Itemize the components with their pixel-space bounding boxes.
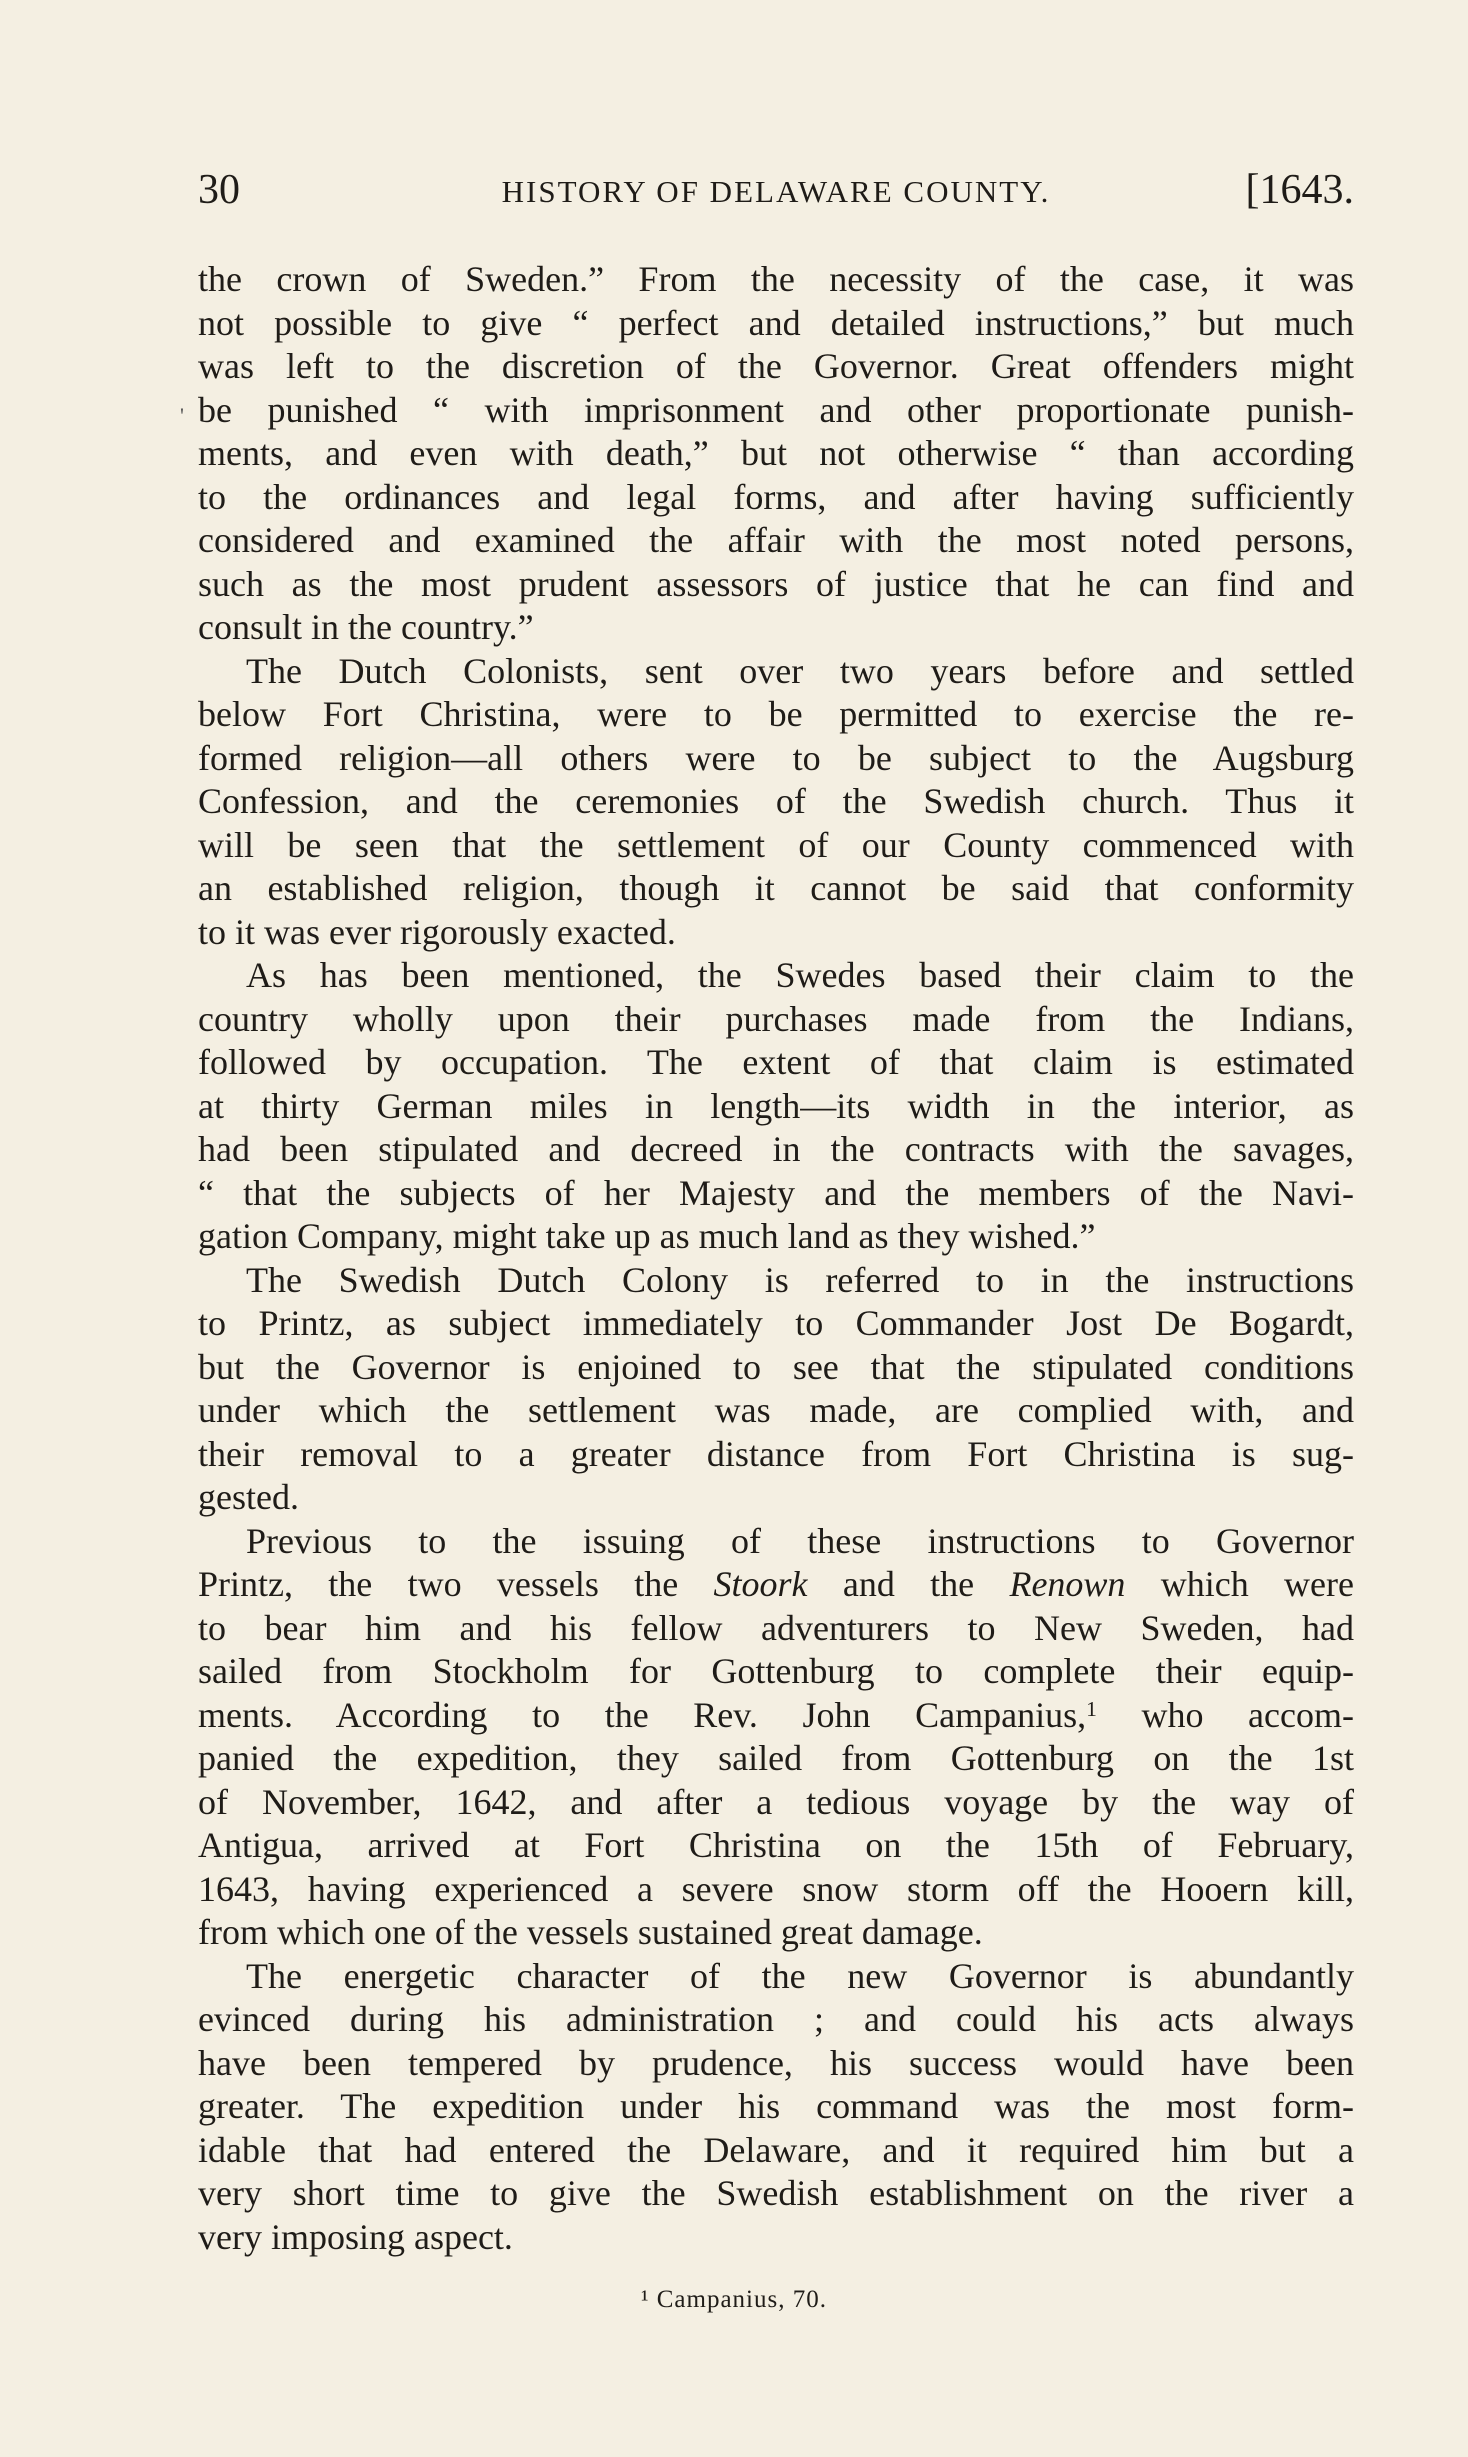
text-line: such as the most prudent assessors of justice that he can find and: [198, 563, 1354, 604]
text-line: ments. According to the Rev. John Campanius,$^1$ who accom-: [198, 1694, 1354, 1735]
text-line: at thirty German miles in length—its width in the interior, as: [198, 1085, 1354, 1126]
text-line: gested.: [198, 1477, 299, 1517]
ship-name: Stoork: [713, 1564, 808, 1604]
text-line: sailed from Stockholm for Gottenburg to complete their equip-: [198, 1651, 1354, 1691]
text-line: The Dutch Colonists, sent over two years before and settled: [246, 650, 1354, 691]
text-line: of November, 1642, and after a tedious voyage by the way of: [198, 1781, 1354, 1822]
page-number: 30: [198, 167, 240, 213]
body-text: [198, 258, 1354, 2259]
text-line: followed by occupation. The extent of that claim is estimated: [198, 1042, 1354, 1082]
text-line: was left to the discretion of the Governor. Great offenders might: [198, 346, 1354, 386]
text-line: ments, and even with death,” but not otherwise “ than according: [198, 433, 1354, 473]
running-title: HISTORY OF DELAWARE COUNTY.: [501, 174, 1051, 209]
text-line: country wholly upon their purchases made from the Indians,: [198, 998, 1354, 1039]
text-line: greater. The expedition under his command was the most form-: [198, 2086, 1354, 2126]
text-line: be punished “ with imprisonment and other proportionate punish-: [198, 389, 1354, 430]
page-header: [198, 166, 1354, 226]
text-line: to bear him and his fellow adventurers to New Sweden, had: [198, 1607, 1354, 1648]
text-line: Confession, and the ceremonies of the Swedish church. Thus it: [198, 781, 1354, 821]
text-line: not possible to give “ perfect and detailed instructions,” but much: [198, 302, 1354, 343]
text-line: consult in the country.”: [198, 607, 534, 647]
text-line: “ that the subjects of her Majesty and the members of the Navi-: [198, 1172, 1354, 1213]
text-line: As has been mentioned, the Swedes based their claim to the: [246, 955, 1354, 995]
text-line: very short time to give the Swedish establishment on the river a: [198, 2173, 1354, 2213]
text-line: Previous to the issuing of these instructions to Governor: [246, 1520, 1354, 1561]
text-line: evinced during his administration ; and could his acts always: [198, 1999, 1354, 2039]
text-line: below Fort Christina, were to be permitted to exercise the re-: [198, 694, 1354, 734]
text-line: to Printz, as subject immediately to Commander Jost De Bogardt,: [198, 1303, 1354, 1343]
text-line: will be seen that the settlement of our County commenced with: [198, 824, 1354, 865]
text-line: have been tempered by prudence, his success would have been: [198, 2042, 1354, 2083]
text-line: formed religion—all others were to be subject to the Augsburg: [198, 737, 1354, 778]
footnote: ¹ Campanius, 70.: [641, 2286, 827, 2313]
text-line: panied the expedition, they sailed from Gottenburg on the 1st: [198, 1738, 1354, 1778]
text-line: very imposing aspect.: [198, 2216, 513, 2257]
margin-mark: ': [180, 403, 184, 428]
text-line: but the Governor is enjoined to see that the stipulated conditions: [198, 1346, 1354, 1387]
text-line: 1643, having experienced a severe snow storm off the Hooern kill,: [198, 1868, 1354, 1909]
text-line: considered and examined the affair with the most noted persons,: [198, 520, 1354, 560]
header-year: [1643.: [1245, 167, 1354, 213]
text-line: Printz, the two vessels the Stoork and the Renown which were: [198, 1564, 1354, 1604]
text-line: to the ordinances and legal forms, and after having sufficiently: [198, 476, 1354, 517]
text-line: The Swedish Dutch Colony is referred to in the instructions: [246, 1259, 1354, 1300]
ship-name: Renown: [1009, 1564, 1126, 1604]
text-line: their removal to a greater distance from Fort Christina is sug-: [198, 1433, 1354, 1474]
footnote-ref: 1: [1086, 1696, 1097, 1721]
text-line: an established religion, though it cannot be said that conformity: [198, 868, 1354, 908]
text-line: Antigua, arrived at Fort Christina on the 15th of February,: [198, 1825, 1354, 1865]
text-line: from which one of the vessels sustained great damage.: [198, 1912, 983, 1952]
text-line: The energetic character of the new Governor is abundantly: [246, 1955, 1354, 1996]
text-line: under which the settlement was made, are complied with, and: [198, 1390, 1354, 1430]
text-line: the crown of Sweden.” From the necessity of the case, it was: [198, 259, 1354, 299]
text-line: had been stipulated and decreed in the contracts with the savages,: [198, 1129, 1354, 1169]
text-line: to it was ever rigorously exacted.: [198, 911, 676, 952]
text-line: idable that had entered the Delaware, and it required him but a: [198, 2129, 1354, 2170]
text-line: gation Company, might take up as much land as they wished.”: [198, 1216, 1096, 1256]
